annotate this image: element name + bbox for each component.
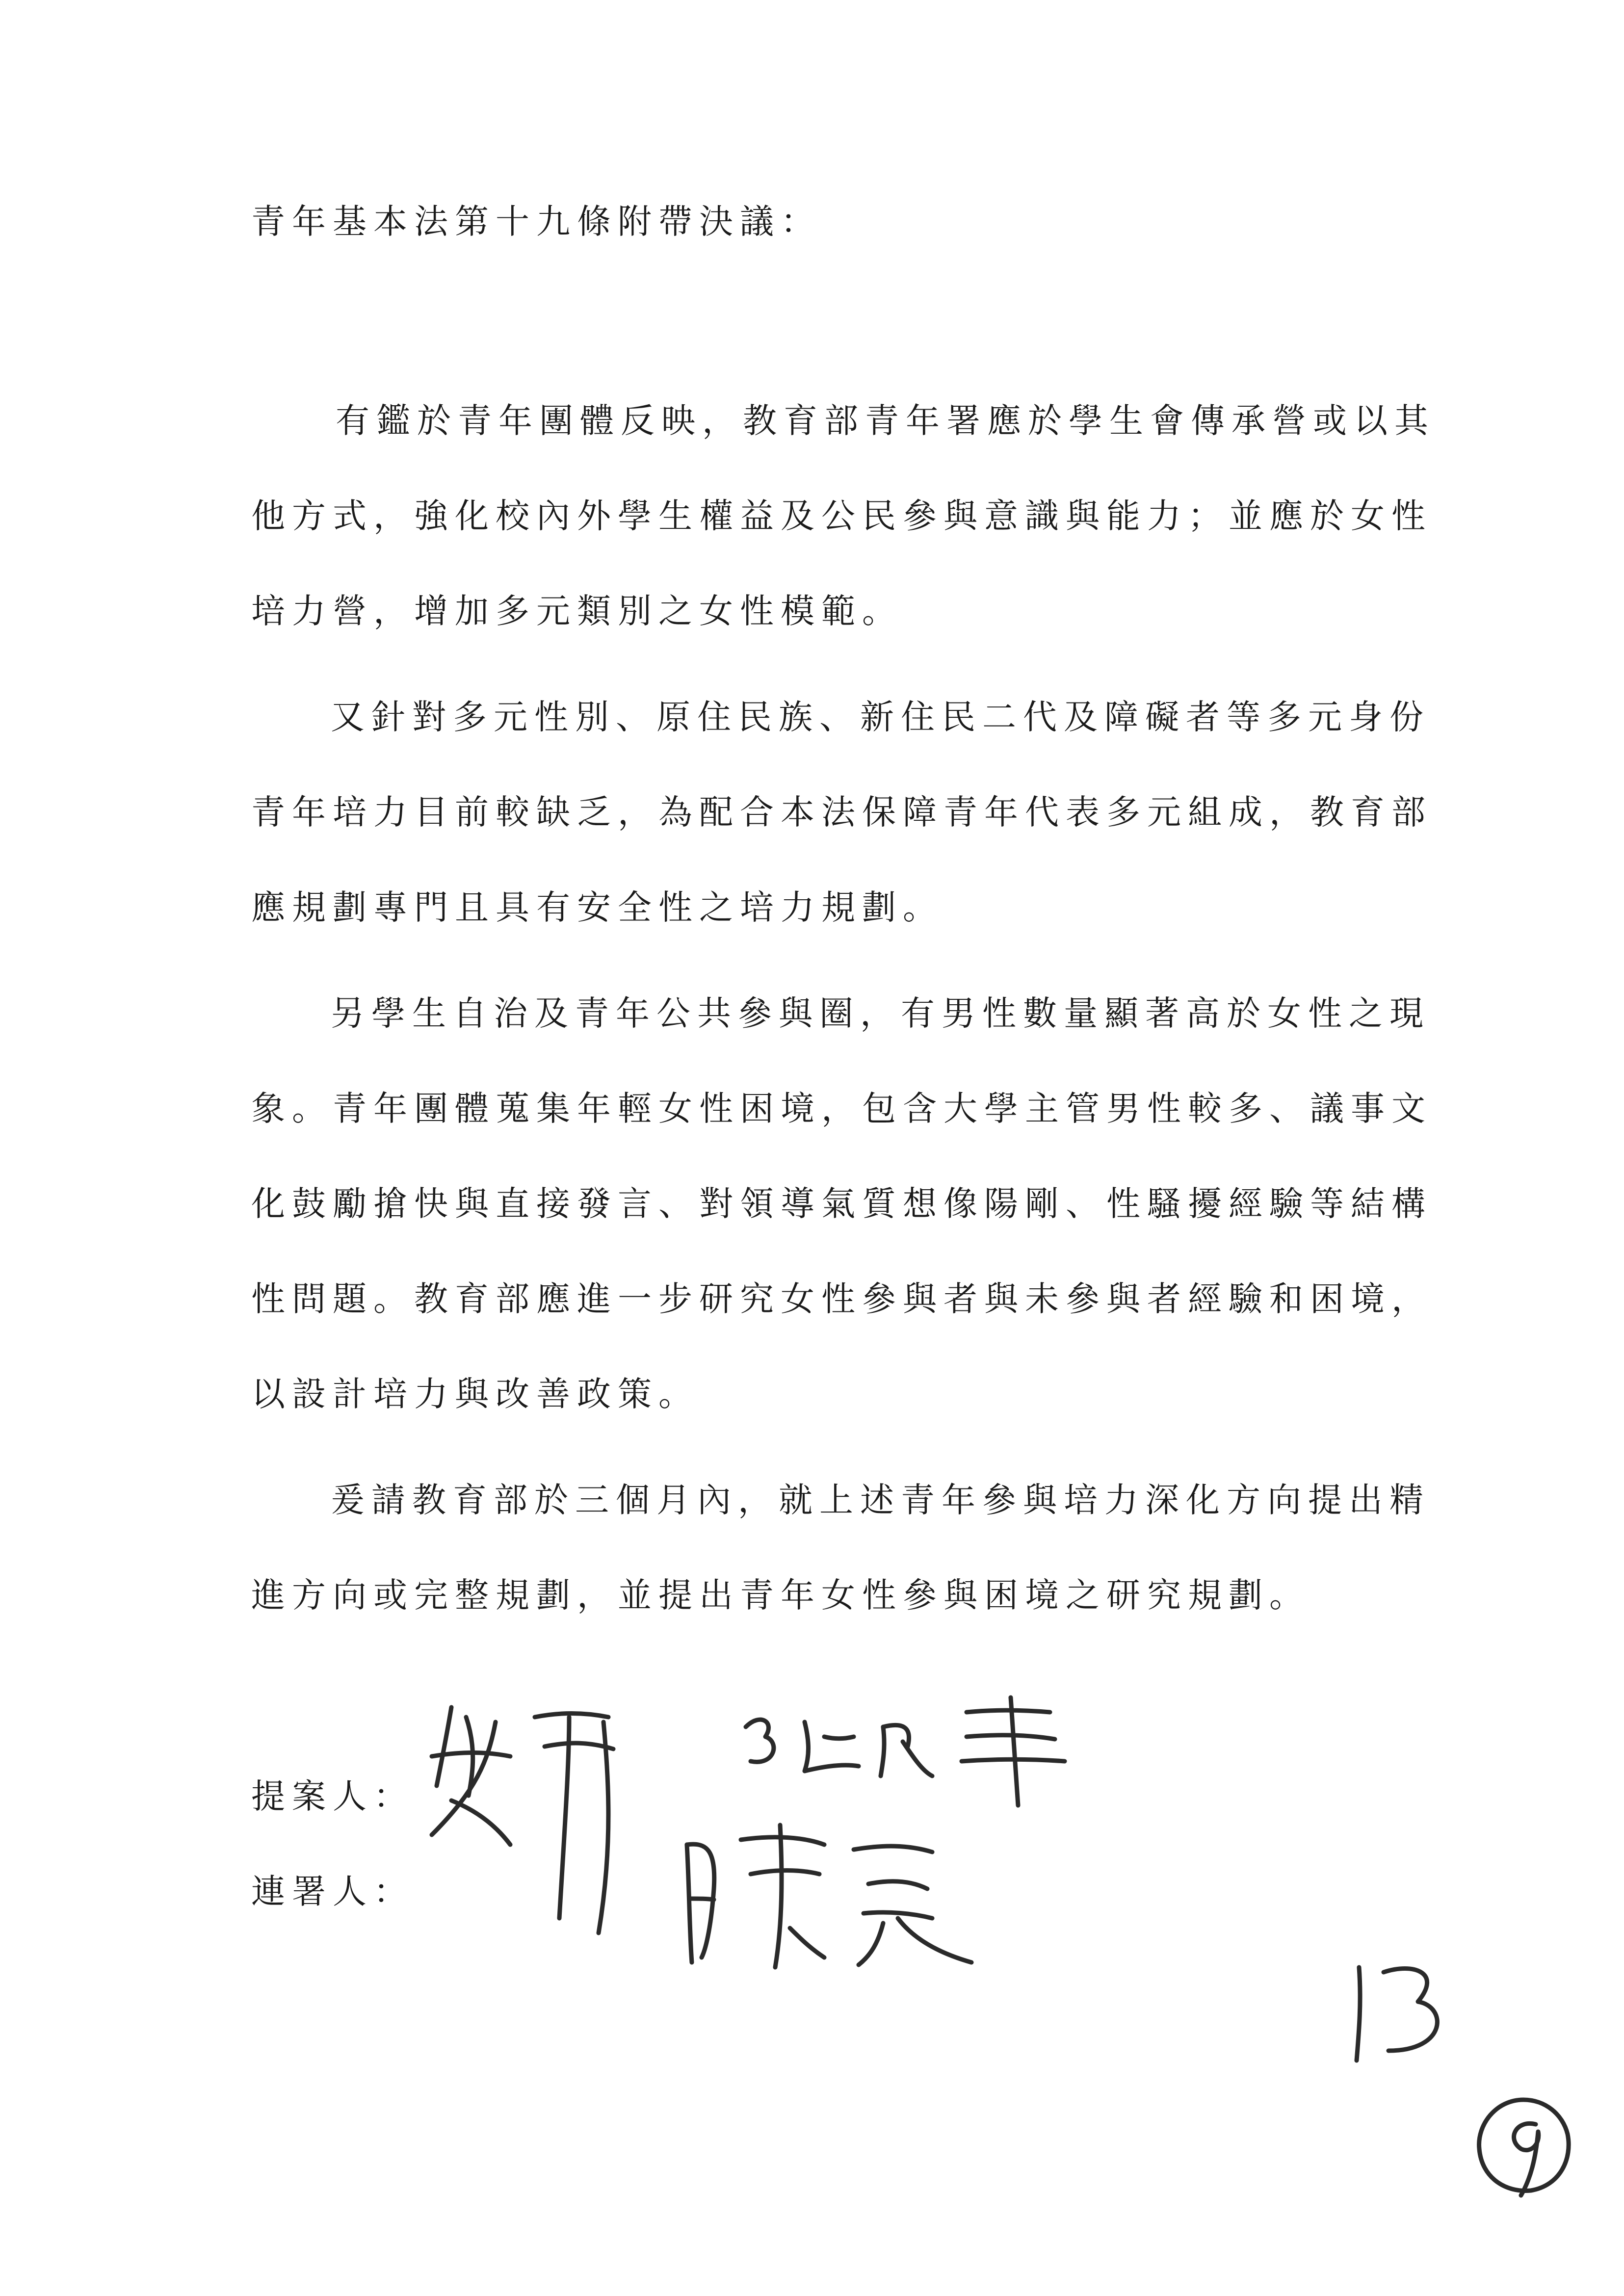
paragraph-4-line-2: 進方向或完整規劃，並提出青年女性參與困境之研究規劃。 <box>251 1576 1310 1615</box>
paragraph-2-line-3: 應規劃專門且具有安全性之培力規劃。 <box>251 888 943 927</box>
paragraph-3-line-2: 象。青年團體蒐集年輕女性困境，包含大學主管男性較多、議事文 <box>251 1089 1432 1128</box>
cosigner-label: 連署人： <box>251 1872 414 1911</box>
circled-number-mark <box>1467 2090 1580 2203</box>
paragraph-1-line-2: 他方式，強化校內外學生權益及公民參與意識與能力；並應於女性 <box>251 496 1432 536</box>
document-title: 青年基本法第十九條附帶決議： <box>251 202 821 241</box>
paragraph-1-line-3: 培力營，增加多元類別之女性模範。 <box>251 592 903 631</box>
handwritten-signature-cosigner-1 <box>736 1693 1079 1810</box>
handwritten-signature-cosigner-2 <box>677 1815 996 1977</box>
handwritten-signature-proposer <box>422 1688 653 1943</box>
proposer-label: 提案人： <box>251 1777 414 1816</box>
paragraph-4-line-1: 爰請教育部於三個月內，就上述青年參與培力深化方向提出精 <box>331 1481 1430 1520</box>
handwritten-page-number <box>1344 1953 1452 2065</box>
paragraph-3-line-4: 性問題。教育部應進一步研究女性參與者與未參與者經驗和困境， <box>251 1279 1432 1319</box>
paragraph-1-line-1: 有鑑於青年團體反映，教育部青年署應於學生會傳承營或以其 <box>336 401 1435 441</box>
paragraph-3-line-1: 另學生自治及青年公共參與圈，有男性數量顯著高於女性之現 <box>331 994 1430 1033</box>
paragraph-3-line-3: 化鼓勵搶快與直接發言、對領導氣質想像陽剛、性騷擾經驗等結構 <box>251 1184 1432 1224</box>
paragraph-2-line-2: 青年培力目前較缺乏，為配合本法保障青年代表多元組成，教育部 <box>251 793 1432 832</box>
paragraph-2-line-1: 又針對多元性別、原住民族、新住民二代及障礙者等多元身份 <box>331 698 1430 737</box>
paragraph-3-line-5: 以設計培力與改善政策。 <box>251 1375 699 1414</box>
